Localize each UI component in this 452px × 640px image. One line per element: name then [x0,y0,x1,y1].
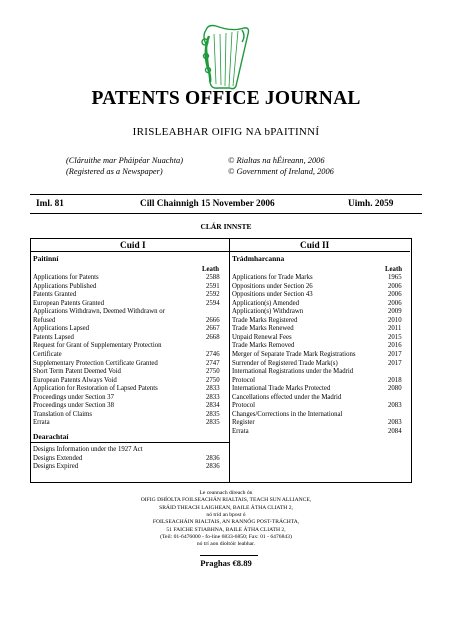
contents-item-page: 2834 [206,402,220,410]
page-column-label-left: Leath [202,266,219,273]
trademarks-section-title: Trádmharcanna [232,254,285,263]
contents-item-label: International Trade Marks Protected [232,385,331,393]
publisher-line: SRÁID THEACH LAIGHEAN, BAILE ÁTHA CLIATH 2, [159,504,293,511]
contents-item-page: 2747 [206,359,220,367]
contents-item-label: Designs Extended [33,454,83,462]
contents-item-label: Patents Granted [33,291,77,299]
contents-item-label: Errata [33,419,50,427]
contents-item-label: Supplementary Protection Certificate Granted [33,359,158,367]
contents-item-page: 2750 [206,368,220,376]
contents-item-label: Translation of Claims [33,410,93,418]
contents-item-label: Oppositions under Section 43 [232,291,313,299]
contents-item-page: 2015 [388,333,402,341]
contents-item-page: 2083 [388,419,402,427]
contents-item-label: Applications for Trade Marks [232,274,313,281]
contents-item-label: Applications for Patents [33,274,99,281]
contents-item-label: Trade Marks Removed [232,342,295,350]
contents-item-label: Patents Lapsed [33,333,74,341]
contents-item-label: Trade Marks Renewed [232,325,294,333]
issue-number: Uimh. 2059 [348,199,394,209]
contents-item-label: Unpaid Renewal Fees [232,333,292,341]
issue-date: Cill Chainnigh 15 November 2006 [140,199,275,209]
contents-item-page: 2668 [206,333,220,341]
contents-item-page: 2835 [206,410,220,418]
contents-item-page: 2836 [206,463,220,471]
column-divider [229,238,230,483]
patents-section-title: Paitinní [33,254,59,263]
contents-item-label: European Patents Always Void [33,376,117,384]
part-one-heading: Cuid I [120,241,146,251]
contents-item-page: 2016 [388,342,402,350]
contents-item-label: Cancellations effected under the Madrid [232,393,342,401]
contents-item-label: Oppositions under Section 26 [232,282,313,290]
price: Praghas €8.89 [200,558,252,568]
harp-icon [196,22,254,92]
issue-rule-top [30,194,422,195]
contents-item-page: 2667 [206,325,220,333]
registration-note: (Cláruithe mar Pháipéar Nuachta) (Registered as a Newspaper) [66,156,184,176]
contents-item-label: Trade Marks Registered [232,316,298,324]
designs-section-title: Dearachtaí [33,432,69,441]
contents-item-label: Surrender of Registered Trade Mark(s) [232,359,338,367]
contents-item-label: Certificate [33,350,62,358]
contents-item-page: 2006 [388,291,402,299]
designs-rule [31,442,229,443]
contents-item-label: Errata [232,427,249,435]
contents-title: CLÁR INNSTE [200,222,252,231]
contents-item-label: Designs Expired [33,463,79,471]
contents-item-label: European Patents Granted [33,299,104,307]
contents-item-label: Short Term Patent Deemed Void [33,368,121,376]
publisher-line: 51 FAICHE STIABHNA, BAILE ÁTHA CLIATH 2, [166,526,286,533]
contents-item-page: 2080 [388,385,402,393]
contents-item-page: 2835 [206,419,220,427]
contents-item-page: 2011 [388,325,402,333]
contents-item-label: Applications Lapsed [33,325,90,333]
contents-item-label: Designs Information under the 1927 Act [33,446,143,453]
contents-item-page: 2592 [206,291,220,299]
contents-item-label: Merger of Separate Trade Mark Registrations [232,350,356,358]
contents-item-label: Application for Restoration of Lapsed Patents [33,385,158,393]
contents-item-label: Application(s) Withdrawn [232,308,304,316]
contents-item-page: 2836 [206,454,220,462]
contents-item-page: 2833 [206,385,220,393]
contents-item-label: Protocol [232,376,256,384]
contents-item-page: 2833 [206,393,220,401]
journal-subtitle: IRISLEABHAR OIFIG NA bPAITINNÍ [132,126,320,138]
contents-item-label: Refused [33,316,56,324]
contents-item-page: 1965 [388,274,402,281]
contents-item-page: 2006 [388,299,402,307]
contents-item-page: 2018 [388,376,402,384]
part-two-rule [230,251,410,252]
contents-item-page: 2083 [388,402,402,410]
part-one-rule [31,251,229,252]
contents-item-label: Proceedings under Section 37 [33,393,114,401]
contents-item-label: Register [232,419,255,427]
contents-item-page: 2009 [388,308,402,316]
contents-item-page: 2666 [206,316,220,324]
publisher-line: nó tríd an bpost ó [206,511,246,518]
publisher-line: FOILSEACHÁIN RIALTAIS, AN RANNÓG POST-TRÁCHTA, [152,519,300,526]
contents-item-label: Applications Withdrawn, Deemed Withdrawn or [33,308,165,316]
contents-item-page: 2010 [388,316,402,324]
contents-item-page: 2588 [206,274,220,281]
journal-title: PATENTS OFFICE JOURNAL [91,88,361,109]
contents-item-page: 2017 [388,359,402,367]
copyright-note: © Rialtas na hÉireann, 2006 © Government of Ireland, 2006 [228,156,334,176]
contents-item-page: 2750 [206,376,220,384]
volume-number: Iml. 81 [36,199,64,209]
contents-item-label: Request for Grant of Supplementary Protection [33,342,162,350]
publisher-line: nó trí aon díoltóir leabhar. [196,541,256,548]
contents-item-label: Proceedings under Section 38 [33,402,114,410]
contents-item-label: Protocol [232,402,256,410]
contents-item-label: Application(s) Amended [232,299,300,307]
contents-item-label: Changes/Corrections in the International [232,410,343,418]
contents-item-page: 2017 [388,350,402,358]
issue-rule-bottom [30,213,422,214]
contents-item-page: 2746 [206,350,220,358]
contents-item-label: Applications Published [33,282,97,290]
page-column-label-right: Leath [385,266,402,273]
contents-item-page: 2006 [388,282,402,290]
publisher-line: (Teil: 01-6476000 - fo-líne 6833-6850; Fax: 01 - 6476843) [160,533,292,540]
contents-item-label: International Registrations under the Madrid [232,368,354,376]
part-two-heading: Cuid II [300,241,330,251]
publisher-line: Le ceannach díreach ón [199,490,253,496]
contents-item-page: 2084 [388,427,402,435]
contents-item-page: 2594 [206,299,220,307]
publisher-line: OIFIG DHÍOLTA FOILSEACHÁN RIALTAIS, TEACH SUN ALLIANCE, [140,497,312,504]
contents-item-page: 2591 [206,282,220,290]
price-rule [200,555,258,556]
